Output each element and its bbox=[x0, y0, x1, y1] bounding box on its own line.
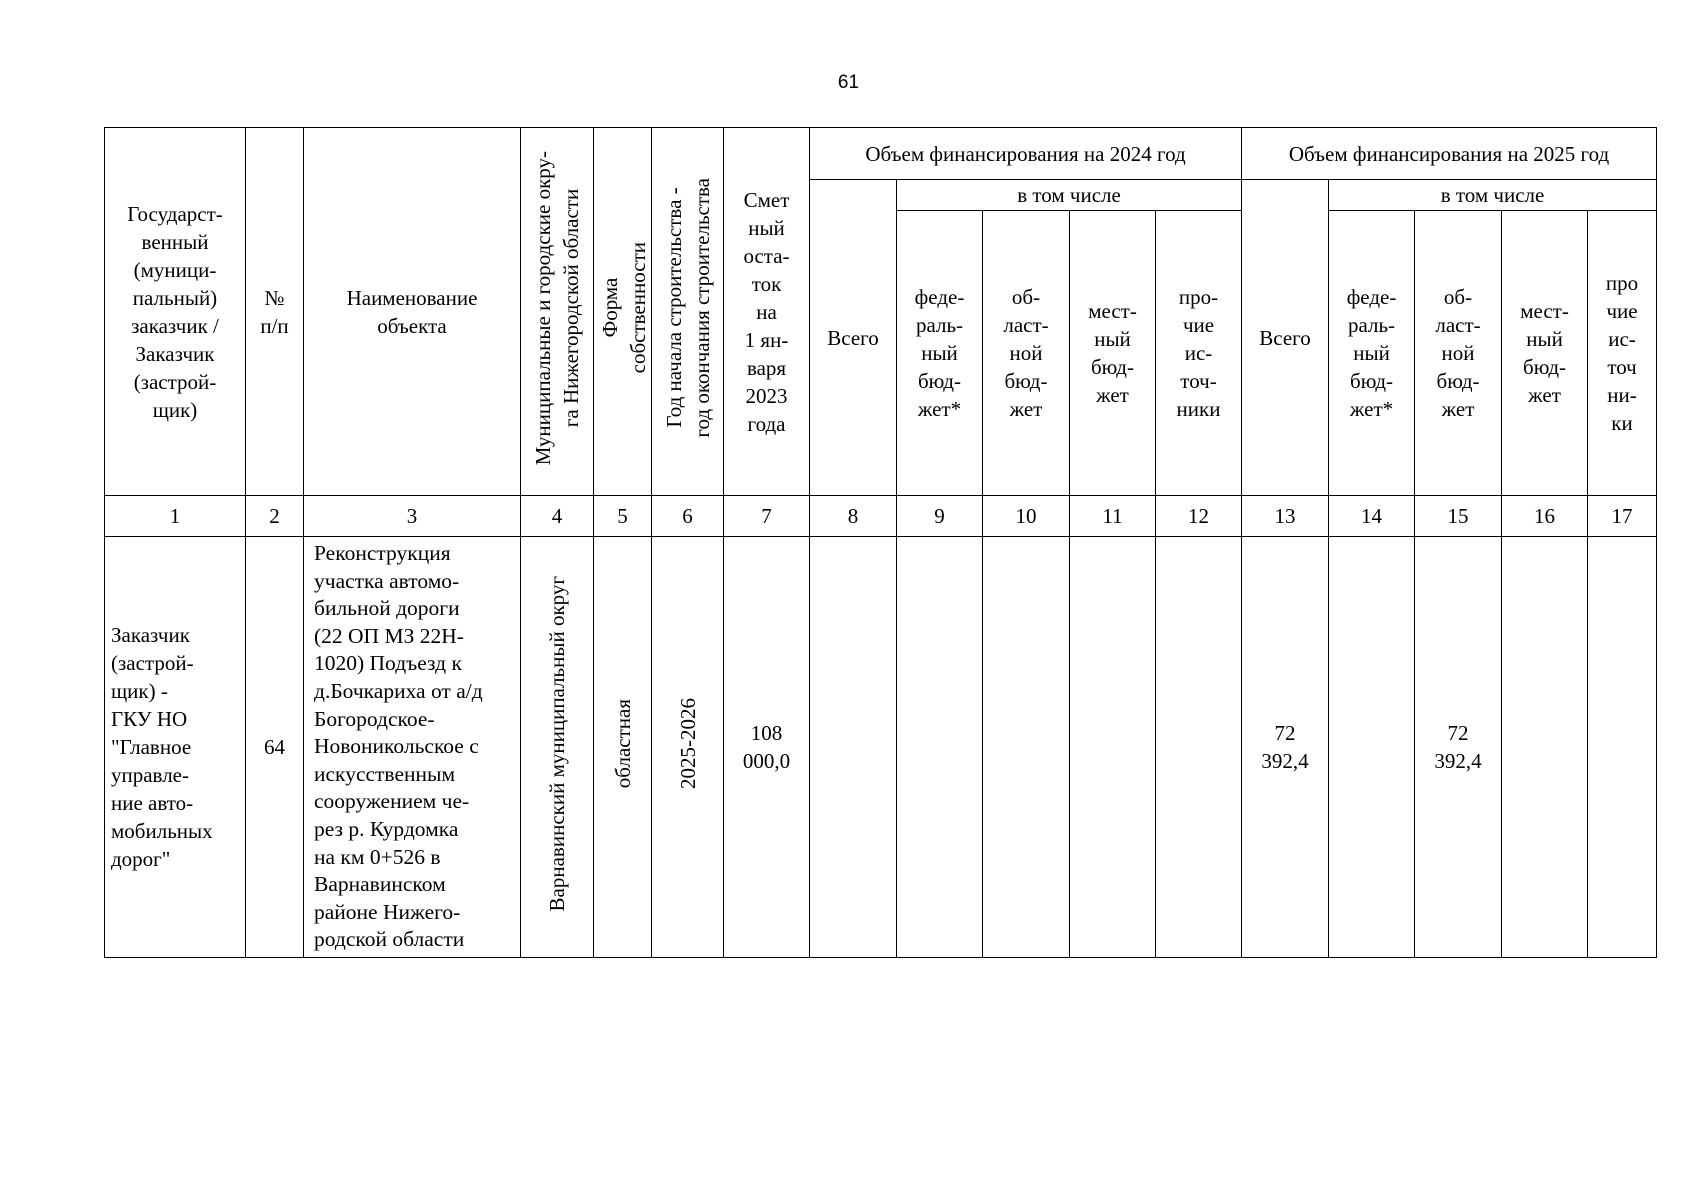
header-funding-2025-title: Объем финансирования на 2025 год bbox=[1242, 128, 1657, 180]
financing-table bbox=[104, 127, 1657, 958]
row-ownership-cell bbox=[594, 537, 652, 958]
header-index: № п/п bbox=[246, 128, 304, 496]
header-funding-2024-title: Объем финансирования на 2024 год bbox=[810, 128, 1242, 180]
row-2025-total: 72 392,4 bbox=[1242, 537, 1329, 958]
page-number: 61 bbox=[837, 72, 860, 93]
header-ownership-cell bbox=[594, 128, 652, 496]
column-number: 9 bbox=[897, 496, 983, 537]
header-municipality: Муниципальные и городские окру- га Нижегородской области bbox=[531, 150, 583, 466]
header-2024-other: про- чие ис- точ- ники bbox=[1156, 211, 1242, 496]
row-object-name: Реконструкция участка автомо- бильной дороги (22 ОП МЗ 22Н- 1020) Подъезд к д.Бочкариха от а/д Богородское- Новоникольское с искусственным сооружением че- рез р. Курдомка на км 0+526 в Варнавинском районе Нижего- родской области bbox=[304, 537, 521, 958]
column-number: 16 bbox=[1502, 496, 1588, 537]
row-2024-total bbox=[810, 537, 897, 958]
row-2024-local bbox=[1070, 537, 1156, 958]
column-number: 14 bbox=[1329, 496, 1415, 537]
column-number: 8 bbox=[810, 496, 897, 537]
column-number: 1 bbox=[105, 496, 246, 537]
column-number: 15 bbox=[1415, 496, 1502, 537]
header-2024-federal: феде- раль- ный бюд- жет* bbox=[897, 211, 983, 496]
row-ownership: областная bbox=[610, 698, 635, 789]
header-years-cell bbox=[652, 128, 724, 496]
header-years: Год начала строительства - год окончания строительства bbox=[661, 178, 714, 438]
header-2025-other: про чие ис- точ ни- ки bbox=[1588, 211, 1657, 496]
column-number-row bbox=[105, 496, 1657, 537]
column-number: 6 bbox=[652, 496, 724, 537]
row-2025-local bbox=[1502, 537, 1588, 958]
header-2024-total: Всего bbox=[810, 180, 897, 496]
column-number: 17 bbox=[1588, 496, 1657, 537]
row-customer: Заказчик (застрой- щик) - ГКУ НО "Главное управле- ние авто- мобильных дорог" bbox=[105, 537, 246, 958]
column-number: 10 bbox=[983, 496, 1070, 537]
header-2024-regional: об- ласт- ной бюд- жет bbox=[983, 211, 1070, 496]
header-ownership: Форма собственности bbox=[598, 242, 650, 374]
row-municipality: Варнавинский муниципальный округ bbox=[545, 575, 569, 912]
row-2025-federal bbox=[1329, 537, 1415, 958]
header-2024-local: мест- ный бюд- жет bbox=[1070, 211, 1156, 496]
header-2025-regional: об- ласт- ной бюд- жет bbox=[1415, 211, 1502, 496]
column-number: 5 bbox=[594, 496, 652, 537]
column-number: 3 bbox=[304, 496, 521, 537]
header-remainder: Смет ный оста- ток на 1 ян- варя 2023 года bbox=[724, 128, 810, 496]
row-years-cell bbox=[652, 537, 724, 958]
column-number: 4 bbox=[521, 496, 594, 537]
row-2025-regional: 72 392,4 bbox=[1415, 537, 1502, 958]
row-2025-other bbox=[1588, 537, 1657, 958]
header-2025-including: в том числе bbox=[1329, 180, 1657, 211]
row-2024-other bbox=[1156, 537, 1242, 958]
header-2024-including: в том числе bbox=[897, 180, 1242, 211]
header-2025-local: мест- ный бюд- жет bbox=[1502, 211, 1588, 496]
header-2025-total: Всего bbox=[1242, 180, 1329, 496]
row-2024-federal bbox=[897, 537, 983, 958]
header-2025-federal: феде- раль- ный бюд- жет* bbox=[1329, 211, 1415, 496]
row-remainder: 108 000,0 bbox=[724, 537, 810, 958]
column-number: 2 bbox=[246, 496, 304, 537]
row-years: 2025-2026 bbox=[675, 698, 700, 789]
column-number: 12 bbox=[1156, 496, 1242, 537]
column-number: 11 bbox=[1070, 496, 1156, 537]
row-municipality-cell bbox=[521, 537, 594, 958]
table-row bbox=[105, 537, 1657, 958]
row-2024-regional bbox=[983, 537, 1070, 958]
column-number: 13 bbox=[1242, 496, 1329, 537]
header-object-name: Наименование объекта bbox=[304, 128, 521, 496]
header-municipality-cell bbox=[521, 128, 594, 496]
header-customer: Государст- венный (муници- пальный) заказчик / Заказчик (застрой- щик) bbox=[105, 128, 246, 496]
row-index: 64 bbox=[246, 537, 304, 958]
column-number: 7 bbox=[724, 496, 810, 537]
